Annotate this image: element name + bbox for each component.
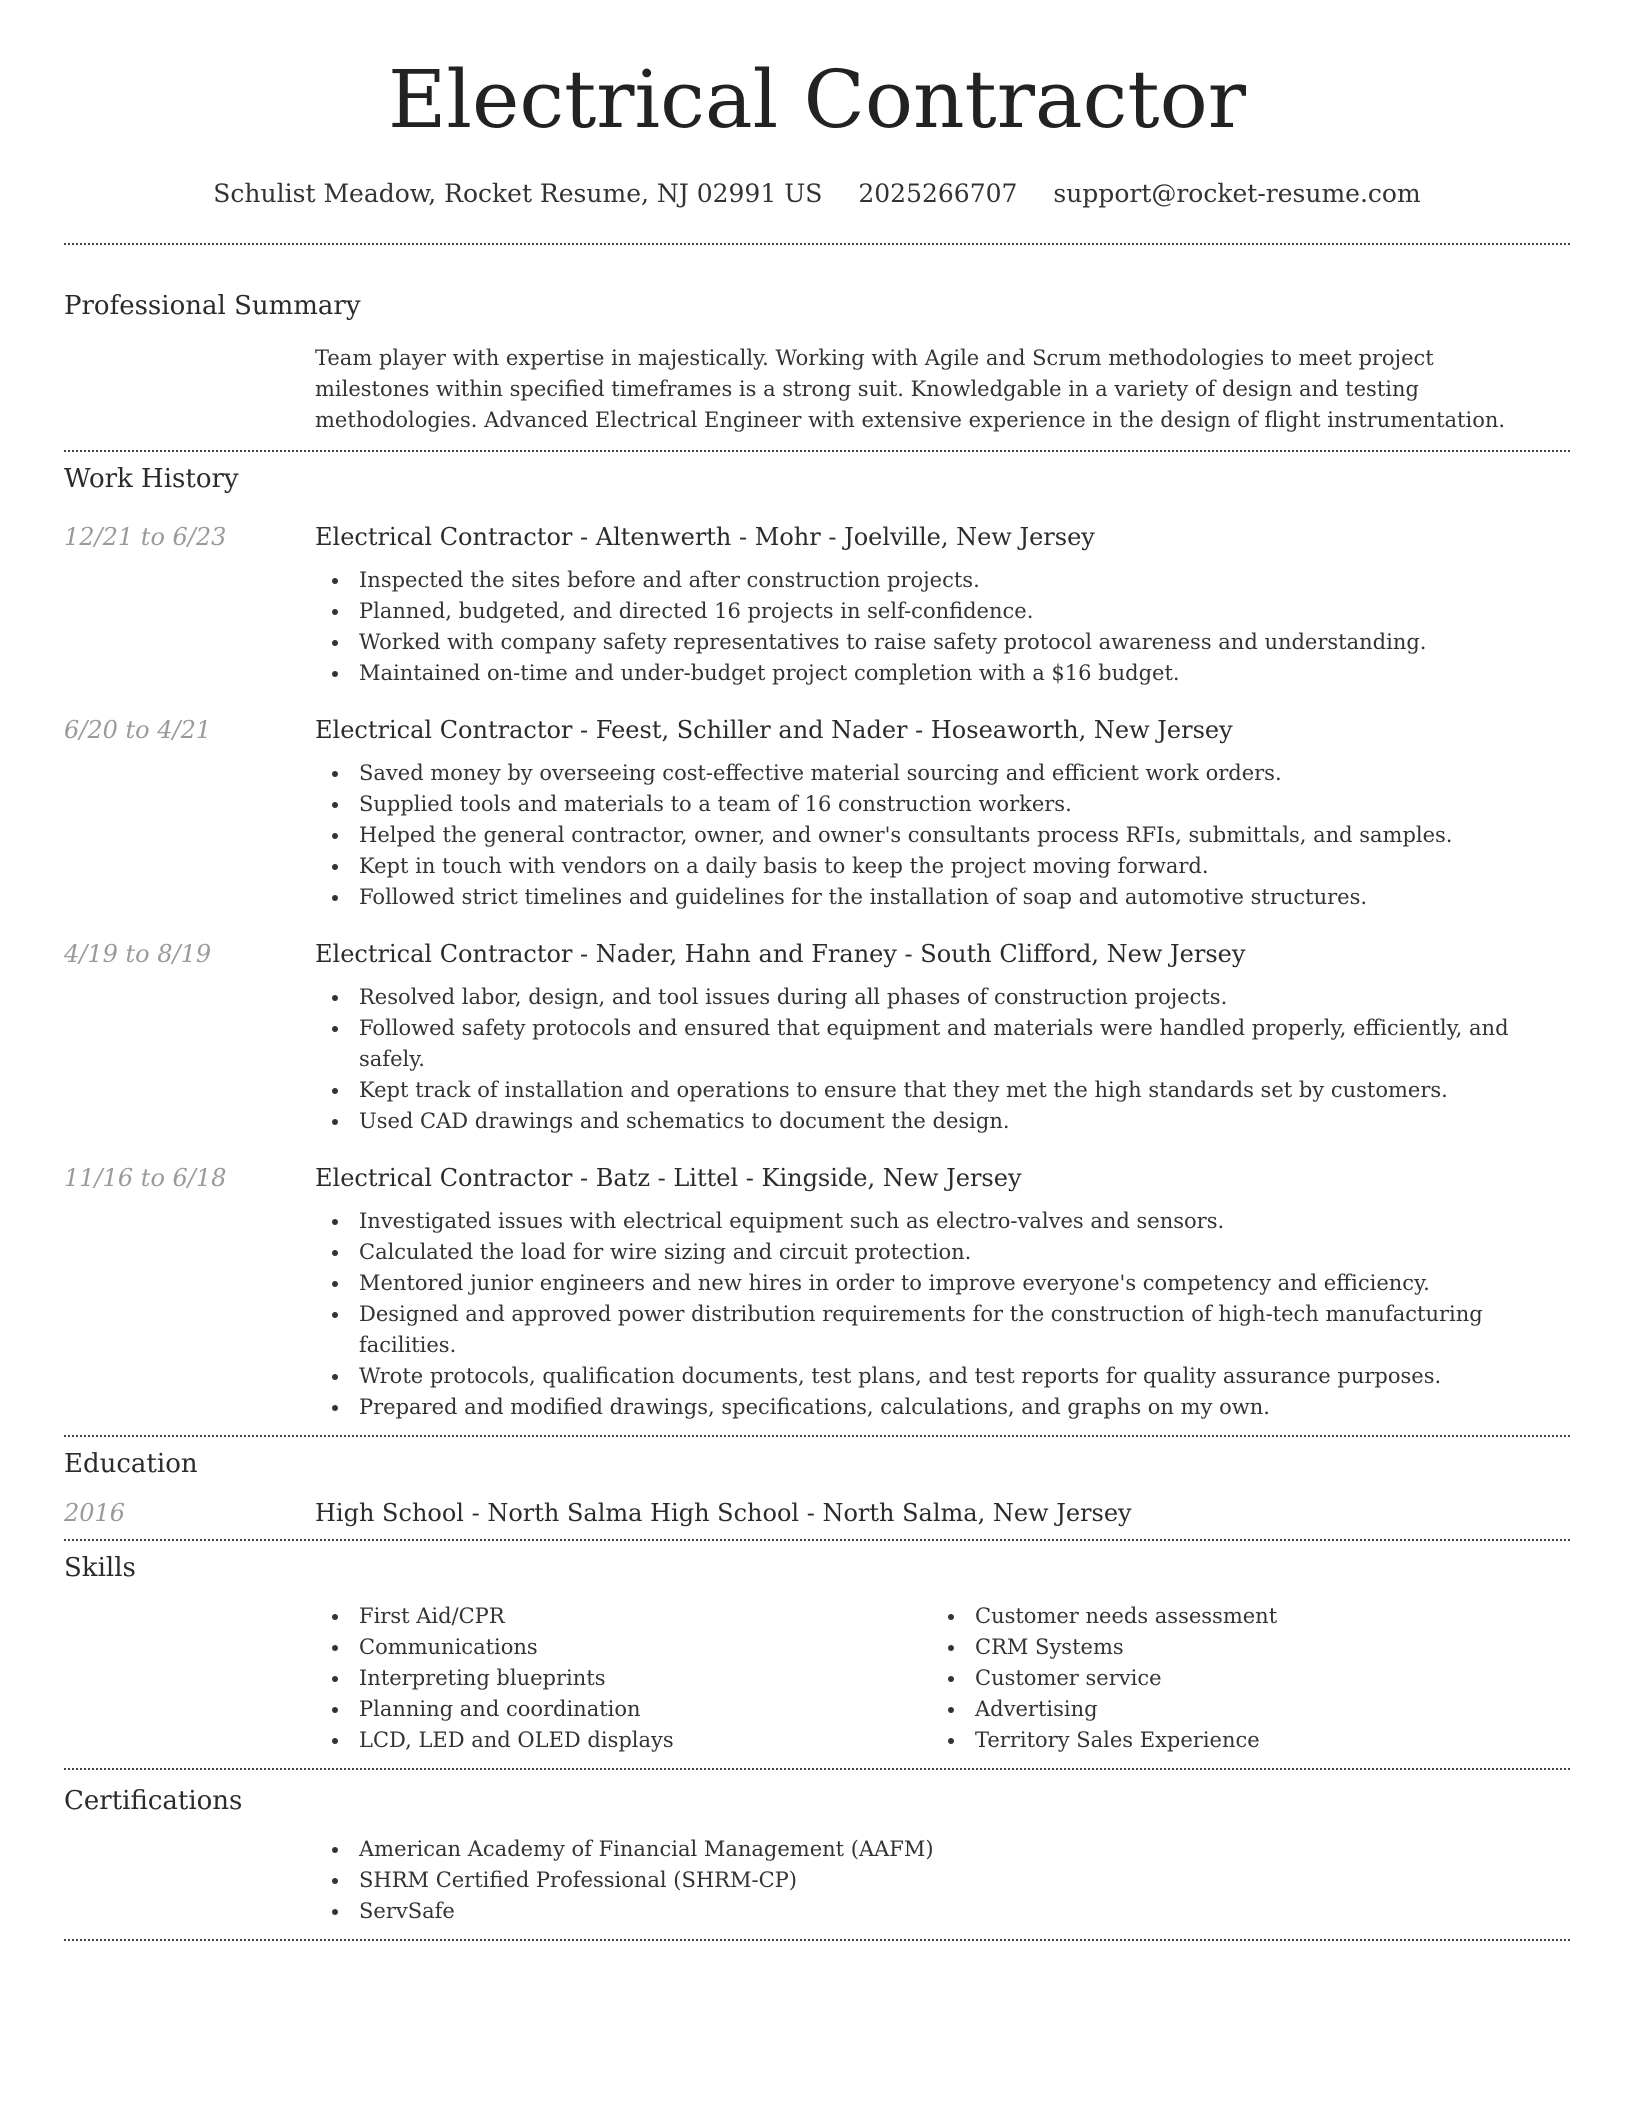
job-bullet: Followed strict timelines and guidelines for the installation of soap and automotive structures. — [315, 882, 1570, 913]
job-bullet: Inspected the sites before and after construction projects. — [315, 565, 1570, 596]
job-bullet: Resolved labor, design, and tool issues during all phases of construction projects. — [315, 982, 1570, 1013]
job-bullet: Mentored junior engineers and new hires in order to improve everyone's competency and efficiency. — [315, 1268, 1570, 1299]
job-dates: 11/16 to 6/18 — [64, 1164, 227, 1192]
job-entry — [64, 714, 1570, 913]
job-title: Electrical Contractor - Feest, Schiller and Nader - Hoseaworth, New Jersey — [315, 716, 1233, 744]
job-bullet: Used CAD drawings and schematics to document the design. — [315, 1106, 1570, 1137]
contact-address: Schulist Meadow, Rocket Resume, NJ 02991 US — [213, 179, 823, 208]
job-bullet: Followed safety protocols and ensured that equipment and materials were handled properly, efficiently, and safely. — [315, 1013, 1570, 1075]
contact-phone: 2025266707 — [858, 179, 1018, 208]
skill-item: Territory Sales Experience — [931, 1725, 1547, 1756]
contact-email: support@rocket-resume.com — [1053, 179, 1421, 208]
job-bullets — [315, 982, 1570, 1137]
job-dates: 4/19 to 8/19 — [64, 940, 212, 968]
education-entry — [64, 1497, 1570, 1529]
skill-item: Customer needs assessment — [931, 1601, 1547, 1632]
job-bullet: Wrote protocols, qualification documents, test plans, and test reports for quality assurance purposes. — [315, 1361, 1570, 1392]
summary-heading: Professional Summary — [64, 291, 361, 321]
education-year: 2016 — [64, 1499, 126, 1527]
certifications-section — [64, 1770, 1570, 1939]
job-bullet: Saved money by overseeing cost-effective material sourcing and efficient work orders. — [315, 758, 1570, 789]
skill-item: CRM Systems — [931, 1632, 1547, 1663]
skills-heading: Skills — [64, 1553, 136, 1583]
job-bullets — [315, 758, 1570, 913]
job-bullet: Planned, budgeted, and directed 16 projects in self-confidence. — [315, 596, 1570, 627]
job-dates: 6/20 to 4/21 — [64, 716, 212, 744]
job-bullets — [315, 1206, 1570, 1423]
resume-page — [64, 0, 1570, 1941]
skill-item: Communications — [315, 1632, 931, 1663]
education-details: High School - North Salma High School - North Salma, New Jersey — [315, 1499, 1132, 1527]
skill-item: LCD, LED and OLED displays — [315, 1725, 931, 1756]
job-bullet: Worked with company safety representatives to raise safety protocol awareness and understanding. — [315, 627, 1570, 658]
job-bullets — [315, 565, 1570, 689]
job-title: Electrical Contractor - Altenwerth - Mohr - Joelville, New Jersey — [315, 523, 1095, 551]
certifications-list — [315, 1834, 1570, 1927]
job-entry — [64, 1162, 1570, 1423]
job-bullet: Calculated the load for wire sizing and circuit protection. — [315, 1237, 1570, 1268]
certification-item: American Academy of Financial Management (AAFM) — [315, 1834, 1570, 1865]
job-title: Electrical Contractor - Batz - Littel - Kingside, New Jersey — [315, 1164, 1022, 1192]
job-bullet: Investigated issues with electrical equipment such as electro-valves and sensors. — [315, 1206, 1570, 1237]
certifications-heading: Certifications — [64, 1786, 243, 1816]
education-section — [64, 1437, 1570, 1539]
job-bullet: Kept track of installation and operations to ensure that they met the high standards set by customers. — [315, 1075, 1570, 1106]
job-entry — [64, 938, 1570, 1137]
job-bullet: Kept in touch with vendors on a daily basis to keep the project moving forward. — [315, 851, 1570, 882]
candidate-title: Electrical Contractor — [388, 53, 1246, 146]
resume-header — [64, 0, 1570, 210]
skill-item: Planning and coordination — [315, 1694, 931, 1725]
job-dates: 12/21 to 6/23 — [64, 523, 227, 551]
job-bullet: Helped the general contractor, owner, and owner's consultants process RFIs, submittals, and samples. — [315, 820, 1570, 851]
job-entry — [64, 521, 1570, 689]
skills-list-right — [931, 1601, 1547, 1756]
summary-section — [64, 245, 1570, 450]
skills-section — [64, 1541, 1570, 1768]
contact-line — [64, 178, 1570, 210]
skill-item: Customer service — [931, 1663, 1547, 1694]
work-history-heading: Work History — [64, 464, 239, 494]
job-bullet: Designed and approved power distribution requirements for the construction of high-tech manufacturing facilities. — [315, 1299, 1570, 1361]
certification-item: SHRM Certified Professional (SHRM-CP) — [315, 1865, 1570, 1896]
education-heading: Education — [64, 1449, 198, 1479]
job-bullet: Maintained on-time and under-budget project completion with a $16 budget. — [315, 658, 1570, 689]
skill-item: Interpreting blueprints — [315, 1663, 931, 1694]
job-bullet: Supplied tools and materials to a team of 16 construction workers. — [315, 789, 1570, 820]
summary-text: Team player with expertise in majestically. Working with Agile and Scrum methodologies to meet project milestones within specified timeframes is a strong suit. Knowledgable in a variety of design and testing methodologies. Advanced Electrical Engineer with extensive experience in the design of flight instrumentation. — [315, 346, 1506, 432]
skill-item: First Aid/CPR — [315, 1601, 931, 1632]
job-bullet: Prepared and modified drawings, specifications, calculations, and graphs on my own. — [315, 1392, 1570, 1423]
job-title: Electrical Contractor - Nader, Hahn and Franey - South Clifford, New Jersey — [315, 940, 1246, 968]
skill-item: Advertising — [931, 1694, 1547, 1725]
work-history-section — [64, 452, 1570, 1435]
divider — [64, 1939, 1570, 1941]
certification-item: ServSafe — [315, 1896, 1570, 1927]
skills-list-left — [315, 1601, 931, 1756]
